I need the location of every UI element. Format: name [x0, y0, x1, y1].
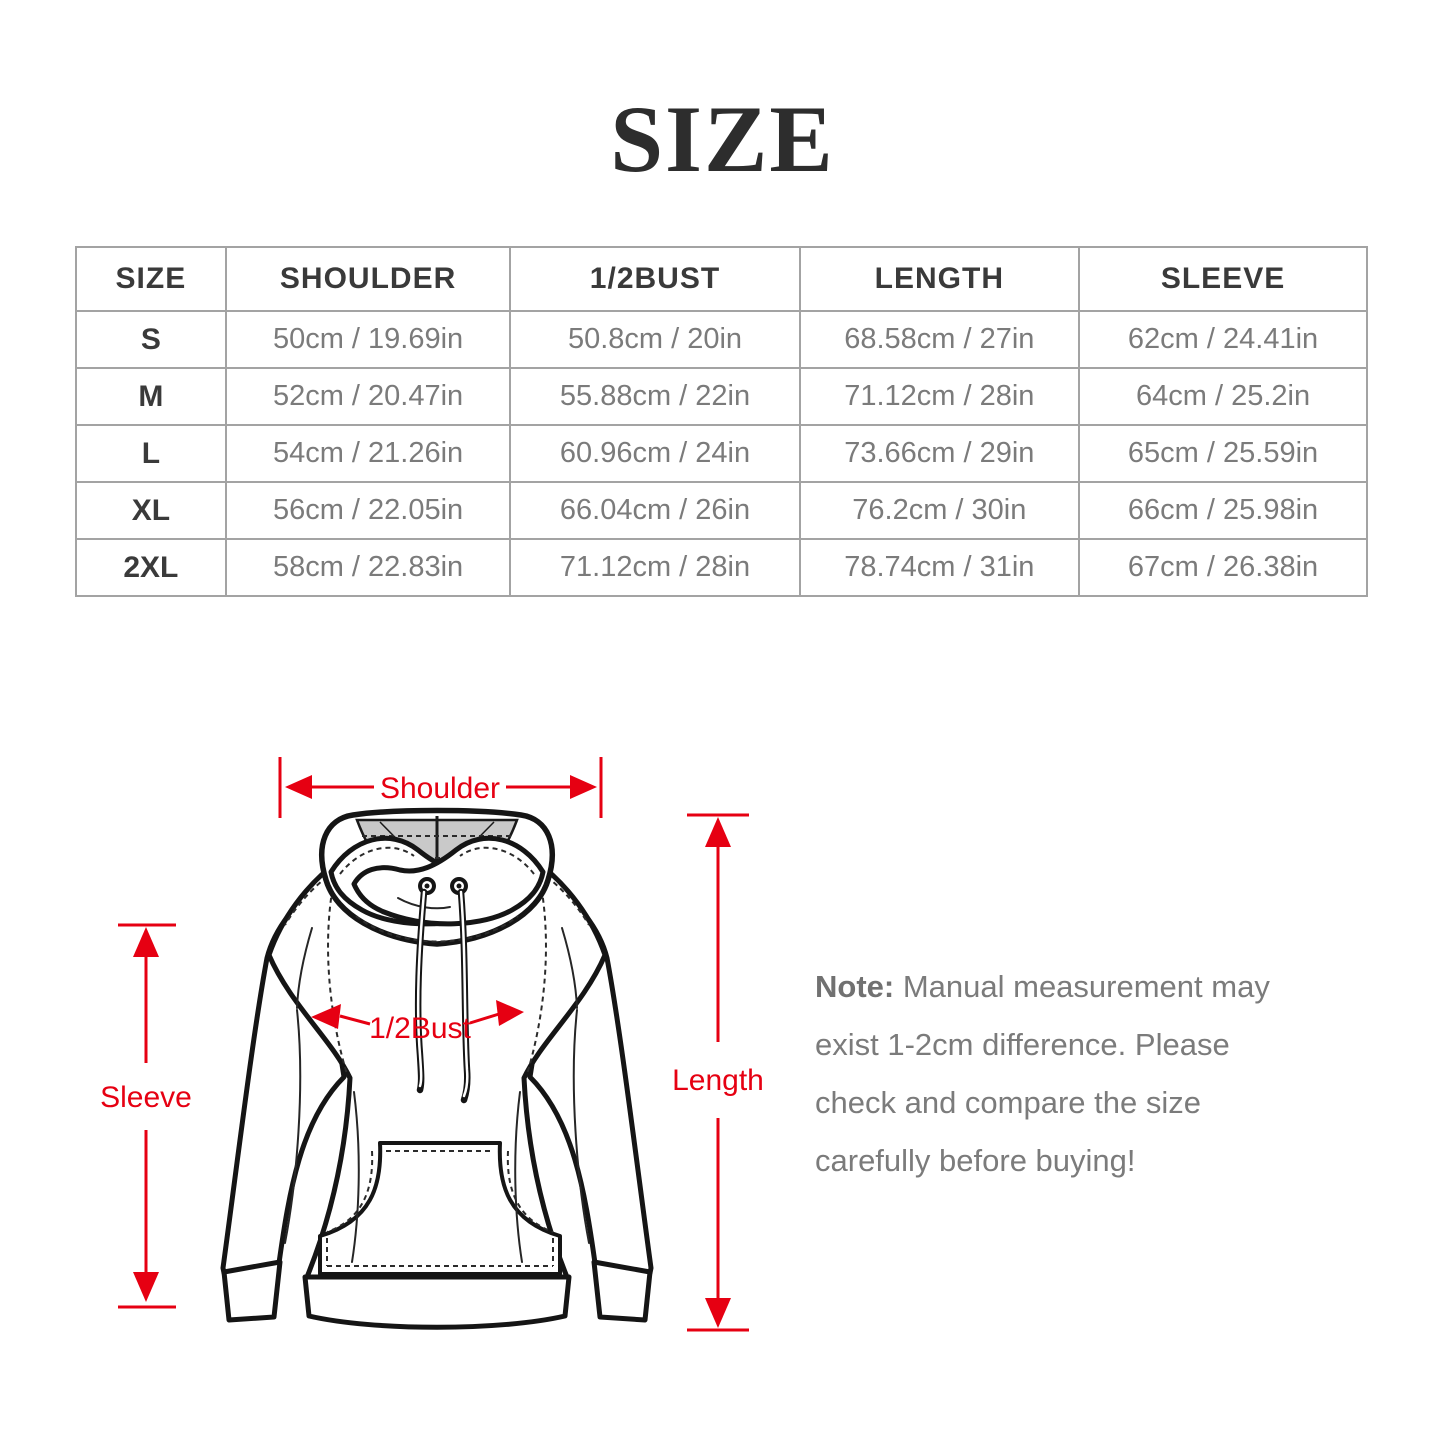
measurement-cell: 73.66cm / 29in	[800, 425, 1080, 482]
table-row	[76, 482, 1367, 539]
measurement-cell: 66cm / 25.98in	[1079, 482, 1367, 539]
table-row	[76, 368, 1367, 425]
measurement-cell: 50.8cm / 20in	[510, 311, 799, 368]
hoodie-sketch	[223, 811, 651, 1328]
measurement-cell: 65cm / 25.59in	[1079, 425, 1367, 482]
size-cell: S	[76, 311, 226, 368]
size-cell: XL	[76, 482, 226, 539]
size-cell: M	[76, 368, 226, 425]
shoulder-label: Shoulder	[379, 772, 501, 805]
measurement-cell: 52cm / 20.47in	[226, 368, 511, 425]
measurement-cell: 62cm / 24.41in	[1079, 311, 1367, 368]
measurement-cell: 78.74cm / 31in	[800, 539, 1080, 596]
header-size: SIZE	[76, 247, 226, 311]
size-cell: L	[76, 425, 226, 482]
header-halfbust: 1/2BUST	[510, 247, 799, 311]
note-prefix: Note:	[815, 969, 895, 1004]
sleeve-annotation	[100, 925, 192, 1307]
header-length: LENGTH	[800, 247, 1080, 311]
measurement-cell: 56cm / 22.05in	[226, 482, 511, 539]
measurement-cell: 50cm / 19.69in	[226, 311, 511, 368]
right-cuff	[594, 1262, 650, 1320]
measurement-cell: 55.88cm / 22in	[510, 368, 799, 425]
table-row	[76, 539, 1367, 596]
length-annotation	[672, 815, 764, 1330]
sleeve-label: Sleeve	[100, 1081, 192, 1114]
header-row	[76, 247, 1367, 311]
measurement-cell: 76.2cm / 30in	[800, 482, 1080, 539]
measurement-cell: 71.12cm / 28in	[510, 539, 799, 596]
measurement-cell: 54cm / 21.26in	[226, 425, 511, 482]
header-sleeve: SLEEVE	[1079, 247, 1367, 311]
size-table-header	[76, 247, 1367, 311]
half-bust-label: 1/2Bust	[369, 1012, 471, 1045]
hoodie-measurement-diagram	[60, 740, 820, 1390]
measurement-note	[815, 958, 1270, 1190]
measurement-cell: 66.04cm / 26in	[510, 482, 799, 539]
size-cell: 2XL	[76, 539, 226, 596]
length-label: Length	[672, 1064, 764, 1097]
measurement-cell: 64cm / 25.2in	[1079, 368, 1367, 425]
measurement-cell: 58cm / 22.83in	[226, 539, 511, 596]
measurement-cell: 71.12cm / 28in	[800, 368, 1080, 425]
note-body: Manual measurement may exist 1-2cm difference. Please check and compare the size carefully before buying!	[815, 969, 1270, 1178]
hem-band	[305, 1277, 569, 1327]
table-row	[76, 425, 1367, 482]
size-table-body	[76, 311, 1367, 596]
table-row	[76, 311, 1367, 368]
size-table	[75, 246, 1368, 597]
measurement-cell: 67cm / 26.38in	[1079, 539, 1367, 596]
left-cuff	[224, 1262, 280, 1320]
header-shoulder: SHOULDER	[226, 247, 511, 311]
page-title: SIZE	[610, 86, 835, 192]
measurement-cell: 60.96cm / 24in	[510, 425, 799, 482]
measurement-cell: 68.58cm / 27in	[800, 311, 1080, 368]
